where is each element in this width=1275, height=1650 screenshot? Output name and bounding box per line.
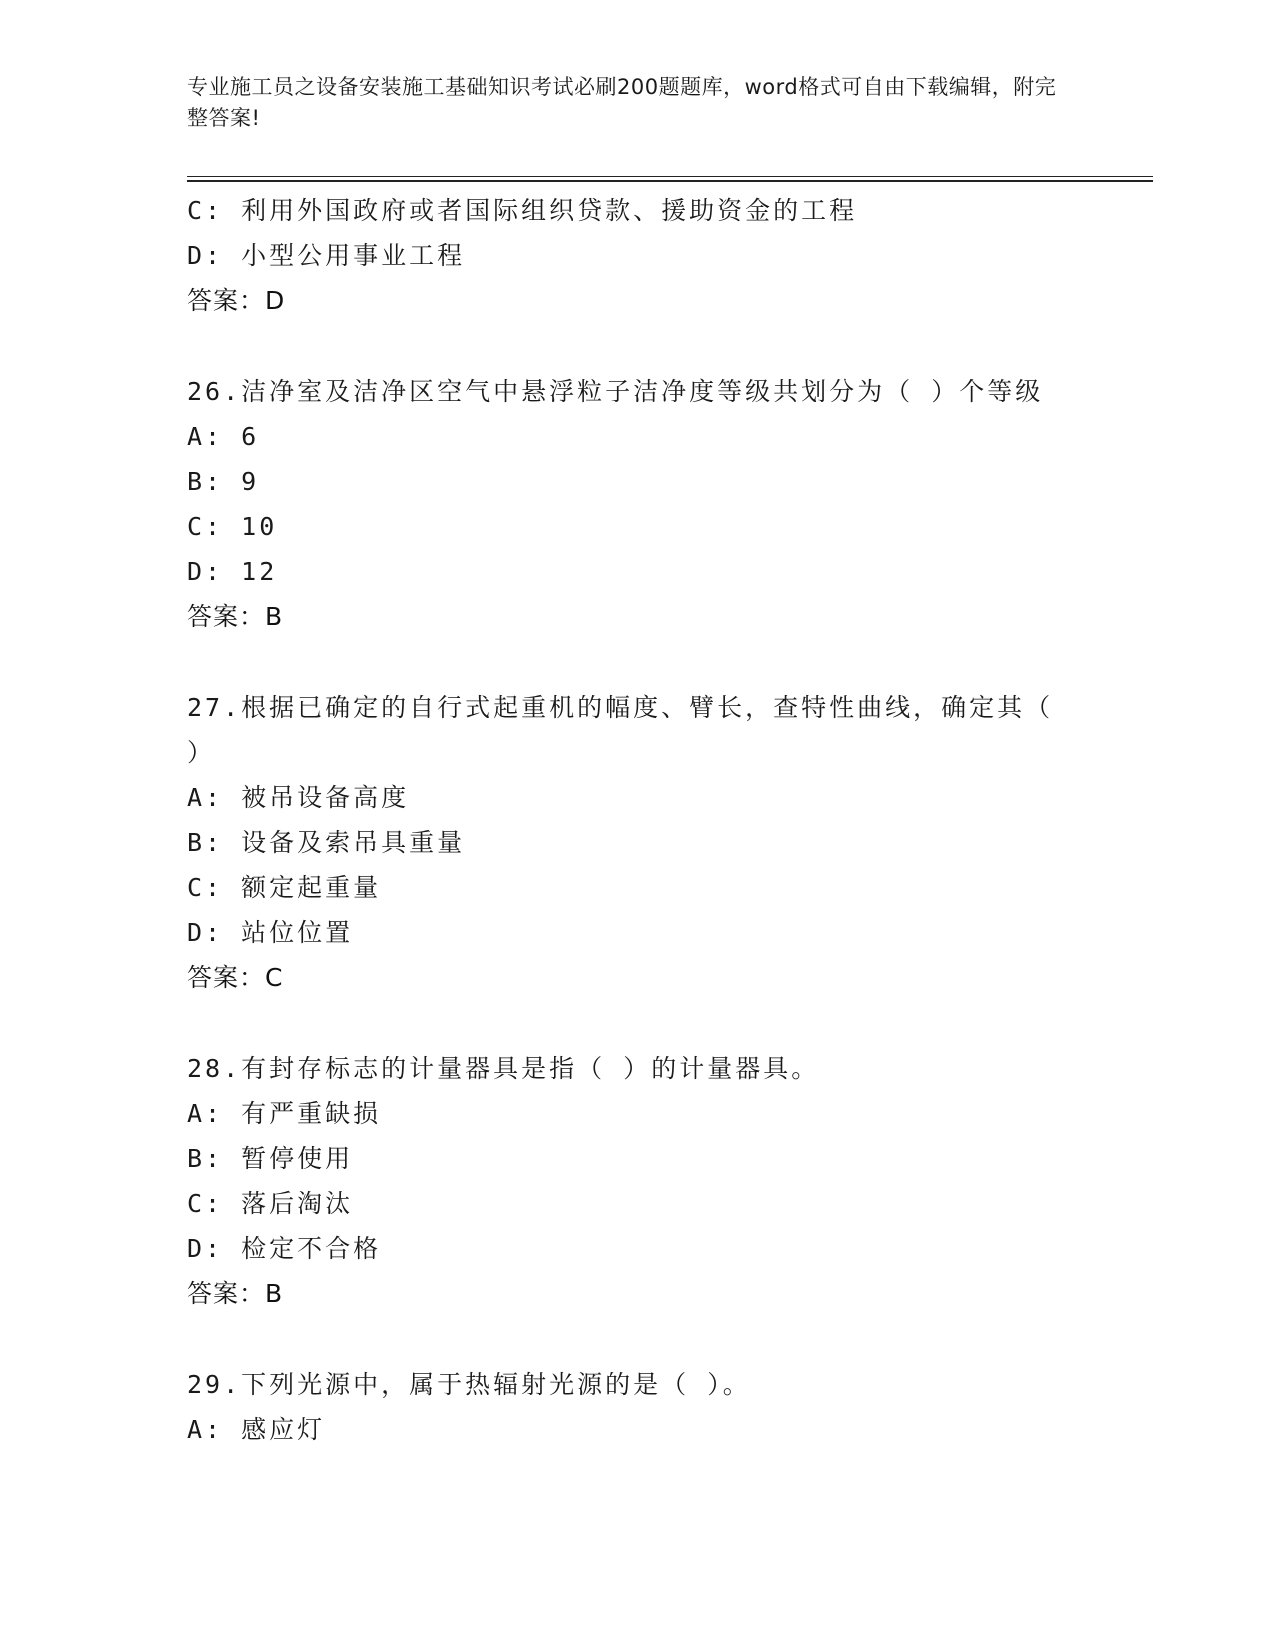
answer-line: 答案：C <box>187 963 284 992</box>
question-text: 27.根据已确定的自行式起重机的幅度、臂长，查特性曲线，确定其（ ） <box>187 693 1054 767</box>
option-c: C: 10 <box>187 512 278 541</box>
question-list <box>187 188 1087 1452</box>
option-b: B: 9 <box>187 467 260 496</box>
option-c: C: 利用外国政府或者国际组织贷款、援助资金的工程 <box>187 196 858 225</box>
option-a: A: 有严重缺损 <box>187 1099 382 1128</box>
answer-line: 答案：D <box>187 286 286 315</box>
header-rule-thin <box>187 176 1153 177</box>
document-header: 专业施工员之设备安装施工基础知识考试必刷200题题库，word格式可自由下载编辑，附完整答案! <box>187 75 1057 130</box>
option-d: D: 小型公用事业工程 <box>187 241 466 270</box>
option-c: C: 落后淘汰 <box>187 1189 354 1218</box>
question-text: 28.有封存标志的计量器具是指（ ）的计量器具。 <box>187 1054 820 1083</box>
question-block-29 <box>187 1362 1087 1452</box>
option-d: D: 站位位置 <box>187 918 354 947</box>
option-d: D: 12 <box>187 557 278 586</box>
option-d: D: 检定不合格 <box>187 1234 382 1263</box>
option-c: C: 额定起重量 <box>187 873 382 902</box>
question-text: 26.洁净室及洁净区空气中悬浮粒子洁净度等级共划分为（ ）个等级 <box>187 377 1044 406</box>
answer-line: 答案：B <box>187 602 284 631</box>
question-block-prev <box>187 188 1087 323</box>
option-b: B: 设备及索吊具重量 <box>187 828 466 857</box>
question-block-26 <box>187 369 1087 639</box>
option-b: B: 暂停使用 <box>187 1144 354 1173</box>
question-text: 29.下列光源中，属于热辐射光源的是（ ）。 <box>187 1370 751 1399</box>
option-a: A: 被吊设备高度 <box>187 783 410 812</box>
question-block-27 <box>187 685 1087 1000</box>
option-a: A: 感应灯 <box>187 1415 326 1444</box>
option-a: A: 6 <box>187 422 260 451</box>
header-rule-thick <box>187 180 1153 182</box>
question-block-28 <box>187 1046 1087 1316</box>
answer-line: 答案：B <box>187 1279 284 1308</box>
